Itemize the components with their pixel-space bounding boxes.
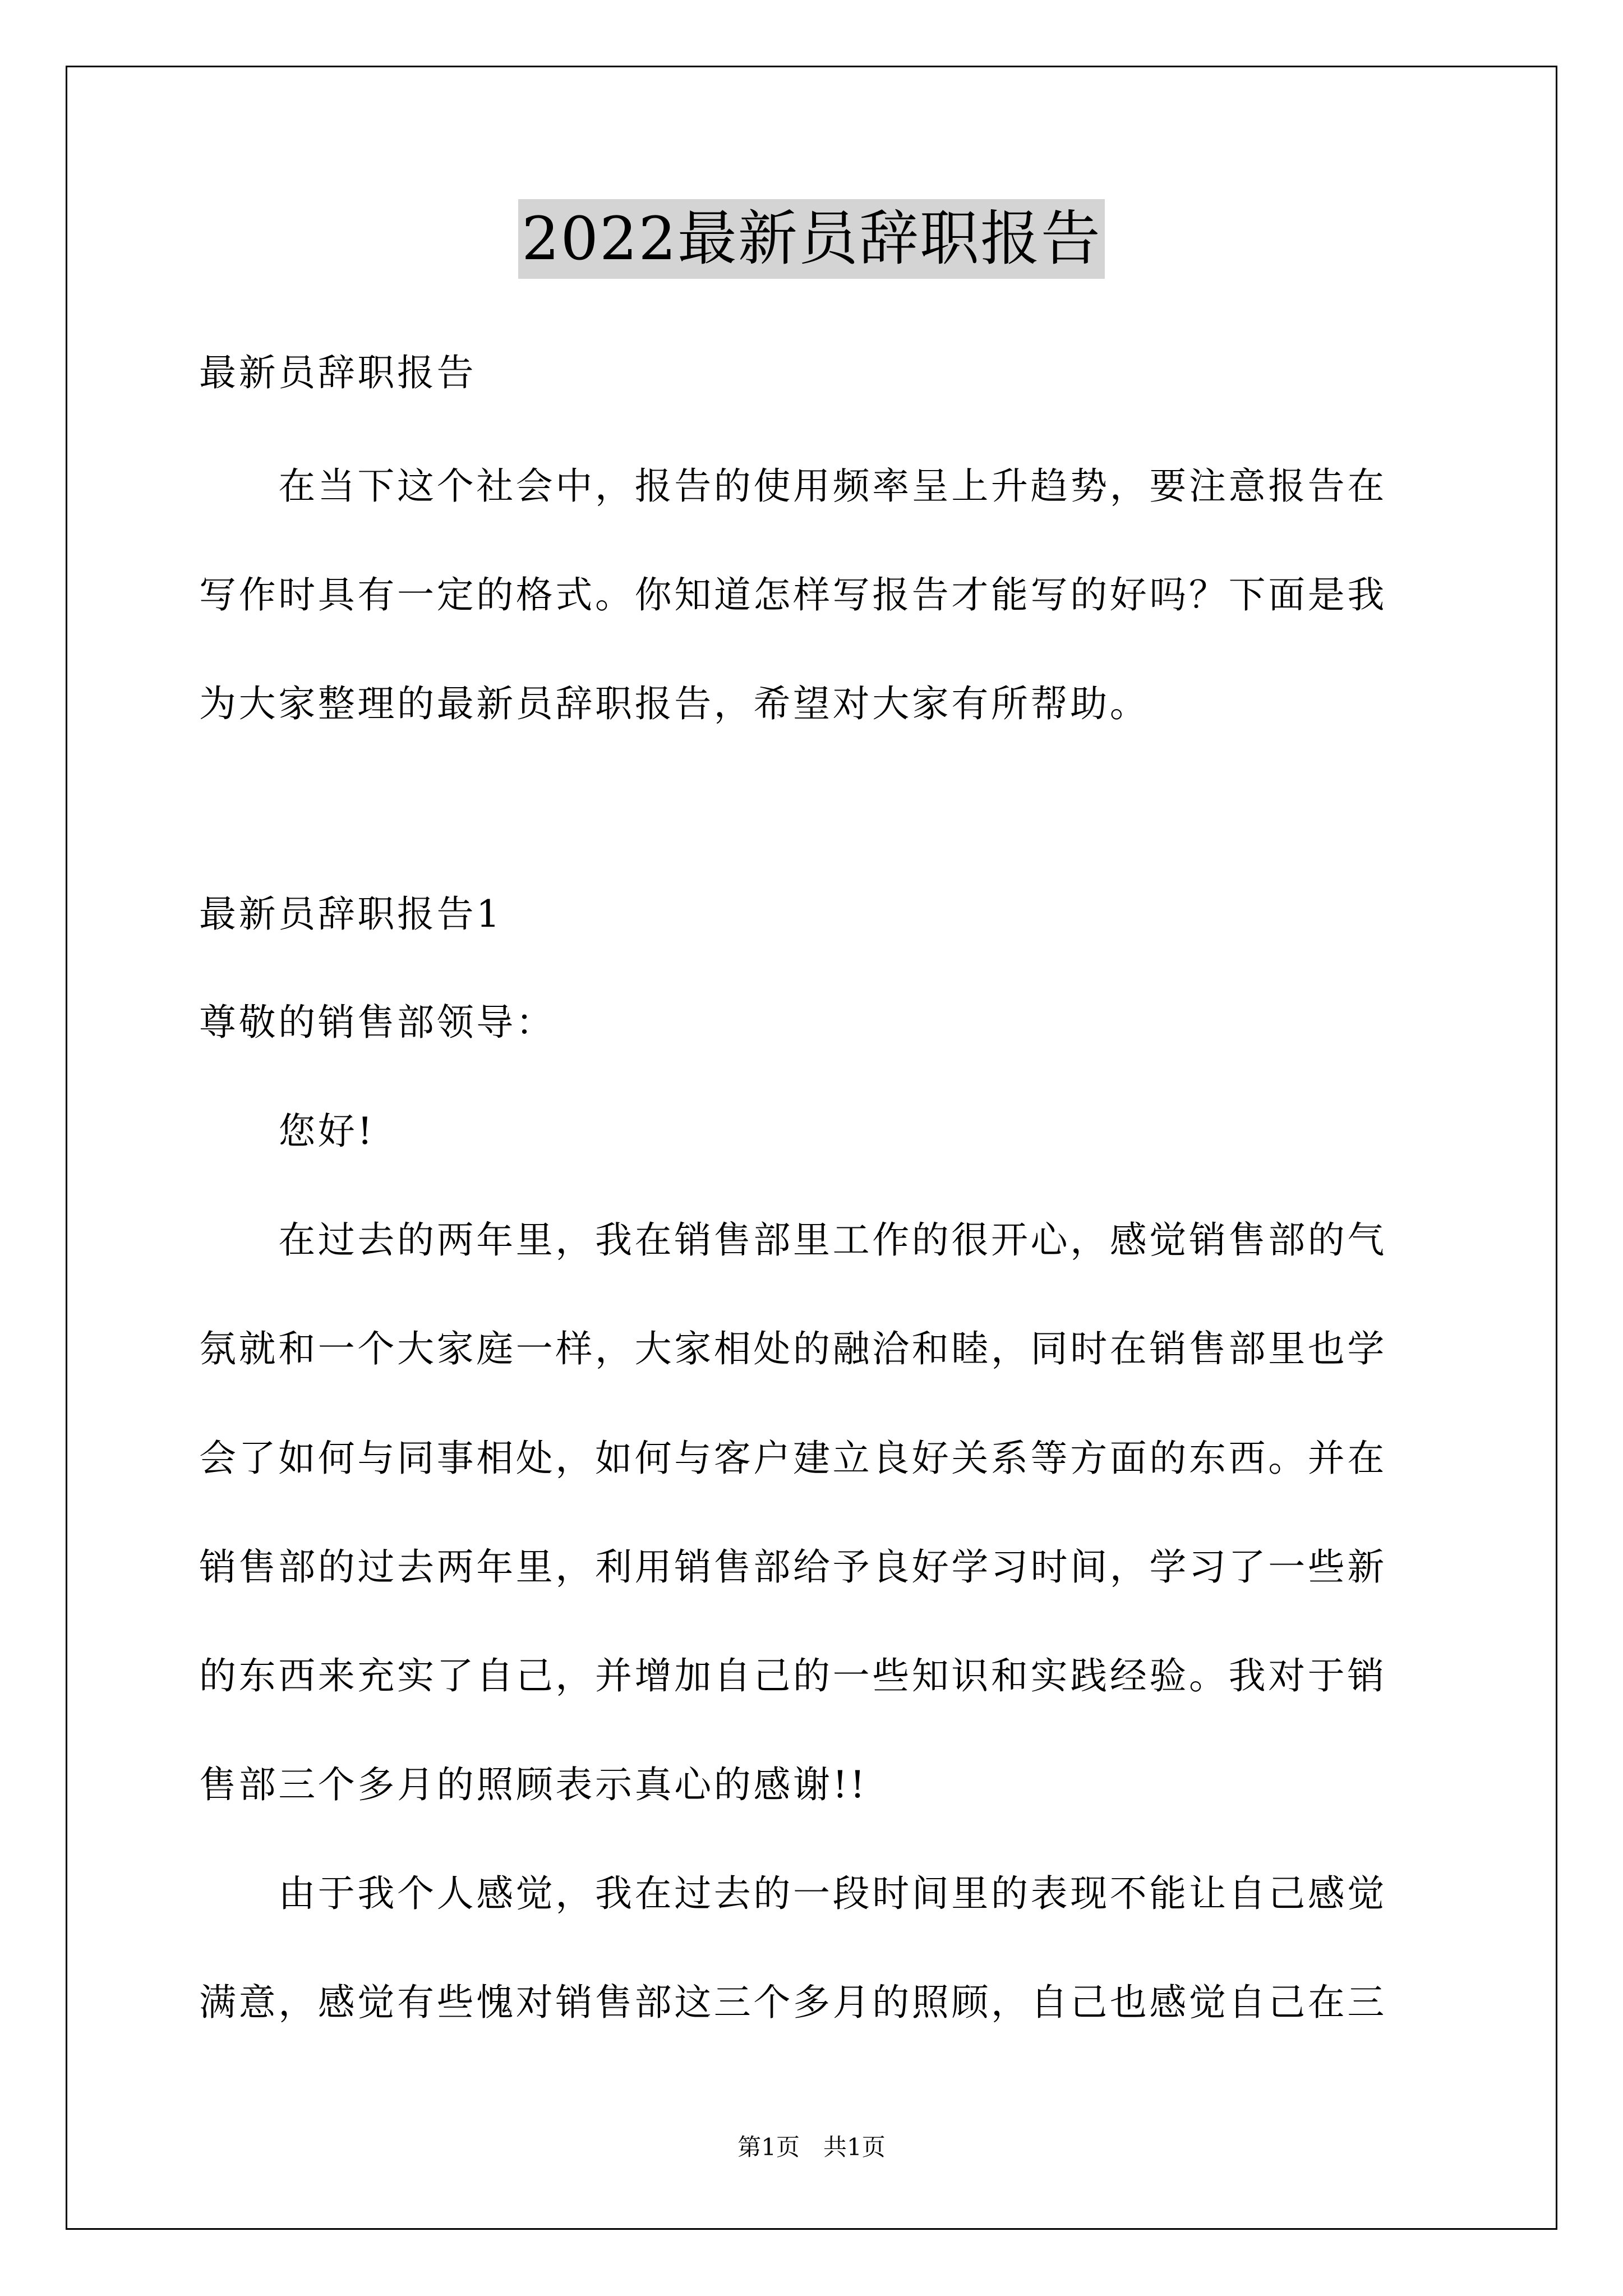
paragraph-line: 氛就和一个大家庭一样，大家相处的融洽和睦，同时在销售部里也学	[199, 1327, 1387, 1370]
paragraph-line: 销售部的过去两年里，利用销售部给予良好学习时间，学习了一些新	[199, 1545, 1387, 1589]
document-subtitle: 最新员辞职报告	[199, 351, 477, 394]
salutation: 尊敬的销售部领导：	[199, 1001, 556, 1044]
paragraph-line: 的东西来充实了自己，并增加自己的一些知识和实践经验。我对于销	[199, 1654, 1387, 1697]
document-title: 2022最新员辞职报告	[518, 199, 1105, 279]
paragraph-line: 为大家整理的最新员辞职报告，希望对大家有所帮助。	[199, 682, 1150, 725]
paragraph-line: 在当下这个社会中，报告的使用频率呈上升趋势，要注意报告在	[199, 464, 1387, 508]
section-heading: 最新员辞职报告1	[199, 892, 502, 936]
paragraph-line: 写作时具有一定的格式。你知道怎样写报告才能写的好吗？下面是我	[199, 573, 1387, 616]
title-block	[0, 199, 1623, 279]
greeting: 您好!	[199, 1110, 375, 1153]
page-footer: 第1页 共1页	[737, 2133, 886, 2161]
paragraph-line: 售部三个多月的照顾表示真心的感谢!!	[199, 1763, 868, 1806]
paragraph-line: 由于我个人感觉，我在过去的一段时间里的表现不能让自己感觉	[199, 1872, 1387, 1915]
paragraph-line: 在过去的两年里，我在销售部里工作的很开心，感觉销售部的气	[199, 1218, 1387, 1262]
paragraph-line: 满意，感觉有些愧对销售部这三个多月的照顾，自己也感觉自己在三	[199, 1981, 1387, 2024]
paragraph-line: 会了如何与同事相处，如何与客户建立良好关系等方面的东西。并在	[199, 1437, 1387, 1480]
